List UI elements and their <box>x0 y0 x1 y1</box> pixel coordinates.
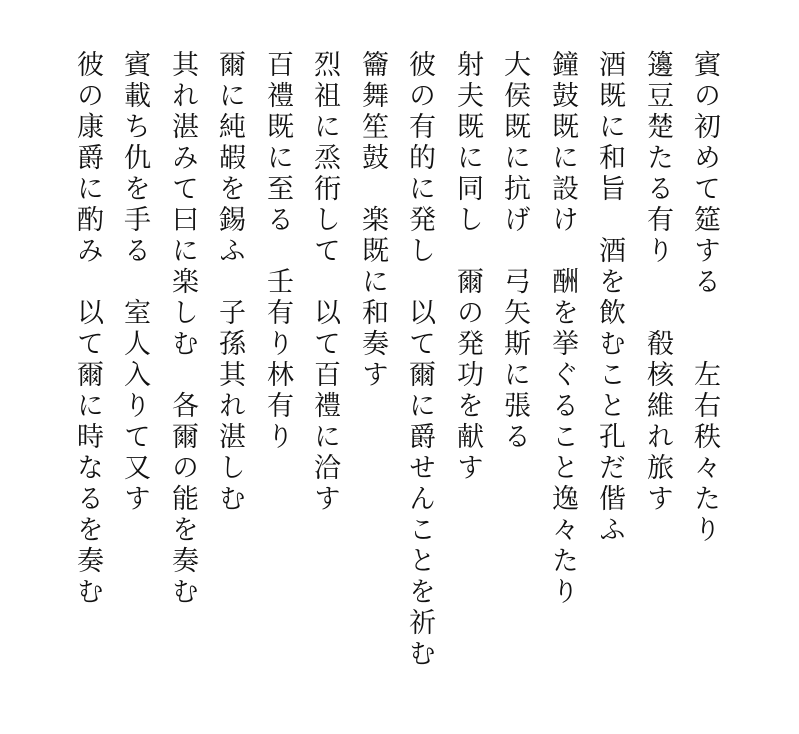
poem-line-12: 其れ湛みて曰に楽しむ 各爾の能を奏む <box>167 50 198 608</box>
poem-line-5: 大侯既に抗げ 弓矢斯に張る <box>499 50 530 453</box>
poem-line-2: 籩豆楚たる有り 殽核維れ旅す <box>642 50 673 515</box>
poem-line-8: 籥舞笙鼓 楽既に和奏す <box>357 50 388 391</box>
poem-line-14: 彼の康爵に酌み 以て爾に時なるを奏む <box>72 50 103 608</box>
poem-line-13: 賓載ち仇を手る 室人入りて又す <box>119 50 150 515</box>
poem-line-3: 酒既に和旨 酒を飲むこと孔だ偕ふ <box>594 50 625 546</box>
poem-line-1: 賓の初めて筵する 左右秩々たり <box>689 50 720 546</box>
poem-line-10: 百禮既に至る 壬有り林有り <box>262 50 293 453</box>
poem-line-9: 烈祖に烝衎して 以て百禮に洽す <box>309 50 340 515</box>
poem-line-6: 射夫既に同し 爾の発功を献す <box>452 50 483 484</box>
poem-line-11: 爾に純嘏を錫ふ 子孫其れ湛しむ <box>214 50 245 515</box>
poem-line-4: 鐘鼓既に設け 酬を挙ぐること逸々たり <box>547 50 578 608</box>
poem-line-7: 彼の有的に発し 以て爾に爵せんことを祈む <box>404 50 435 670</box>
